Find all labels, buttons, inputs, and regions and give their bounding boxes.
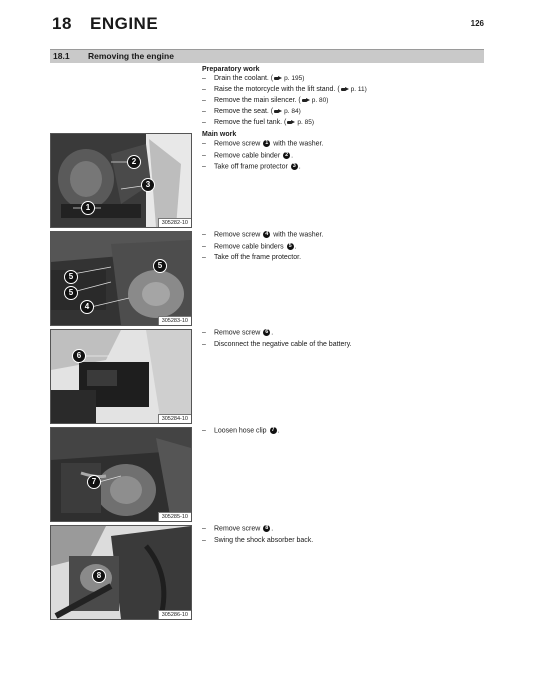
callout-5: 5 <box>64 286 78 300</box>
main-step: – Remove screw 6 . <box>202 329 274 337</box>
callout-marker: 7 <box>271 427 275 433</box>
photo-code: 305286-10 <box>158 610 191 619</box>
callout-2: 2 <box>127 155 141 169</box>
page-reference-icon <box>302 98 311 103</box>
main-step: – Remove cable binder 2 . <box>202 152 294 160</box>
photo-frame-protector-right <box>50 231 192 326</box>
callout-5: 5 <box>64 270 78 284</box>
photo-code: 305282-10 <box>158 218 191 227</box>
main-step: – Remove cable binders 5 . <box>202 243 297 251</box>
callout-marker: 1 <box>265 140 269 146</box>
prep-step: – Remove the fuel tank. ( p. 85) <box>202 119 314 126</box>
page-reference-icon <box>274 109 283 114</box>
page-reference-icon <box>274 76 283 81</box>
callout-marker: 3 <box>292 163 296 169</box>
page-reference-icon <box>287 120 296 125</box>
main-step: – Remove screw 4 with the washer. <box>202 231 324 239</box>
main-step: – Take off the frame protector. <box>202 254 302 261</box>
callout-3: 3 <box>141 178 155 192</box>
engine-photo-illustration <box>51 428 191 521</box>
section-number: 18.1 <box>53 51 70 61</box>
main-step: – Swing the shock absorber back. <box>202 537 314 544</box>
callout-5: 5 <box>153 259 167 273</box>
callout-4: 4 <box>80 300 94 314</box>
callout-1: 1 <box>81 201 95 215</box>
photo-code: 305285-10 <box>158 512 191 521</box>
engine-photo-illustration <box>51 134 191 227</box>
callout-6: 6 <box>72 349 86 363</box>
photo-frame-protector <box>50 133 192 228</box>
photo-shock-absorber <box>50 525 192 620</box>
photo-battery <box>50 329 192 424</box>
prep-step: – Remove the seat. ( p. 84) <box>202 108 301 115</box>
chapter-number: 18 <box>52 14 72 33</box>
callout-marker: 8 <box>265 525 269 531</box>
main-work-heading: Main work <box>202 131 237 138</box>
prep-step: – Raise the motorcycle with the lift stand. ( p. 11) <box>202 86 367 93</box>
callout-marker: 6 <box>265 329 269 335</box>
callout-7: 7 <box>87 475 101 489</box>
photo-code: 305283-10 <box>158 316 191 325</box>
callout-marker: 4 <box>265 231 269 237</box>
shock-absorber-photo-illustration <box>51 526 191 619</box>
prep-step: – Drain the coolant. ( p. 195) <box>202 75 305 82</box>
main-step: – Disconnect the negative cable of the battery. <box>202 341 352 348</box>
main-step: – Take off frame protector 3 . <box>202 163 301 171</box>
photo-code: 305284-10 <box>158 414 191 423</box>
prep-step: – Remove the main silencer. ( p. 80) <box>202 97 329 104</box>
section-heading-bar <box>50 49 484 63</box>
main-step: – Loosen hose clip 7 . <box>202 427 280 435</box>
callout-8: 8 <box>92 569 106 583</box>
page-number: 126 <box>470 19 484 28</box>
photo-hose-clip <box>50 427 192 522</box>
section-title: Removing the engine <box>88 51 174 61</box>
chapter-title: ENGINE <box>90 14 159 33</box>
battery-photo-illustration <box>51 330 191 423</box>
main-step: – Remove screw 8 . <box>202 525 274 533</box>
callout-marker: 5 <box>288 243 292 249</box>
page-header <box>52 14 484 36</box>
page-reference-icon <box>341 87 350 92</box>
callout-marker: 2 <box>285 152 289 158</box>
main-step: – Remove screw 1 with the washer. <box>202 140 324 148</box>
preparatory-heading: Preparatory work <box>202 66 260 73</box>
